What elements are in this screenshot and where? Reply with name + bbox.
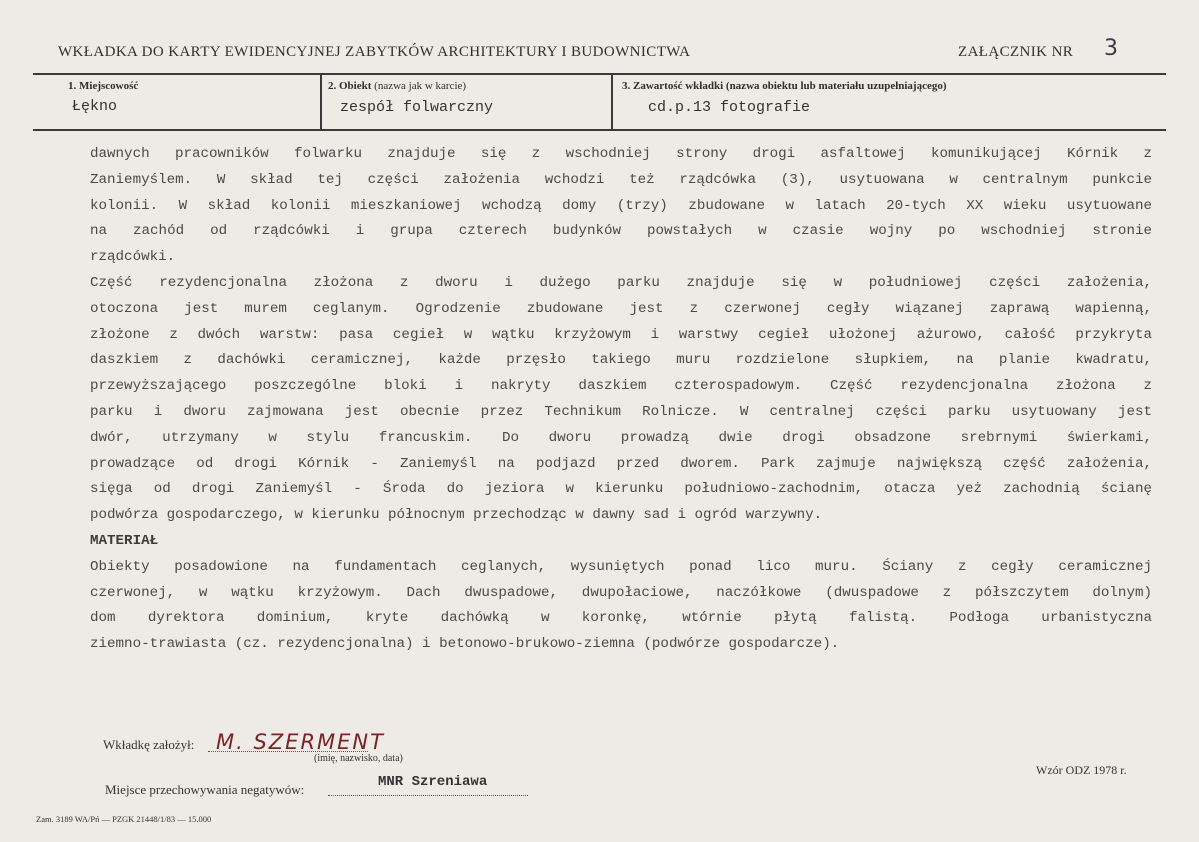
- field-divider-1: [320, 75, 322, 129]
- body-line: otoczona jest murem ceglanym. Ogrodzenie zbudowane jest z czerwonej cegły wiązanej zaprawą wapienną,: [90, 300, 1152, 317]
- handwritten-signature: M. SZERMENT: [216, 730, 385, 754]
- body-line: dawnych pracowników folwarku znajduje się z wschodniej strony drogi asfaltowej komunikującej Kórnik z: [90, 146, 1152, 162]
- field-divider-2: [611, 75, 613, 129]
- form-model-note: Wzór ODZ 1978 r.: [1036, 763, 1127, 777]
- body-line: czerwonej, w wątku krzyżowym. Dach dwuspadowe, dwupołaciowe, naczółkowe (dwuspadowe z półszczytem dolnym): [90, 584, 1152, 601]
- field-label-content: 3. Zawartość wkładki (nazwa obiektu lub materiału uzupełniającego): [622, 80, 947, 92]
- body-line: parku i dworu zajmowana jest obecnie przez Technikum Rolnicze. W centralnej części parku usytuowany jest: [90, 403, 1152, 420]
- body-line: na zachód od rządcówki i grupa czterech budynków powstałych w czasie wojny po wschodniej stronie: [90, 223, 1152, 240]
- field-label-locality: 1. Miejscowość: [68, 80, 139, 92]
- prepared-by-hint: (imię, nazwisko, data): [314, 753, 403, 764]
- document-body: [90, 142, 1152, 658]
- body-line: sięga od drogi Zaniemyśl - Środa do jeziora w kierunku południowo-zachodnim, otacza yeż zachodnią ścianę: [90, 481, 1152, 498]
- prepared-by-label: Wkładkę założył:: [103, 737, 195, 752]
- body-line: przewyższającego poszczególne bloki i nakryty daszkiem czterospadowym. Część rezydencjonalna złożona z: [90, 378, 1152, 395]
- body-line: Obiekty posadowione na fundamentach ceglanych, wysuniętych ponad lico muru. Ściany z cegły ceramicznej: [90, 558, 1152, 575]
- negatives-location-value: MNR Szreniawa: [378, 774, 488, 790]
- body-line: złożone z dwóch warstw: pasa cegieł w wątku krzyżowym i warstwy cegieł ułożonej ażurowo, całość przykryta: [90, 326, 1152, 343]
- attachment-label: ZAŁĄCZNIK NR: [958, 44, 1074, 60]
- body-line: rządcówki.: [90, 249, 176, 266]
- print-info: Zam. 3189 WA/Pń — PZGK 21448/1/83 — 15.000: [36, 814, 212, 824]
- body-line: prowadzące od drogi Kórnik - Zaniemyśl na podjazd przed dworem. Park zajmuje największą część założenia,: [90, 455, 1152, 472]
- field-table-top-border: [33, 73, 1166, 75]
- form-title: WKŁADKA DO KARTY EWIDENCYJNEJ ZABYTKÓW ARCHITEKTURY I BUDOWNICTWA: [58, 44, 691, 60]
- body-line: dom dyrektora dominium, kryte dachówką w koronkę, wtórnie płytą falistą. Podłoga urbanistyczna: [90, 610, 1152, 627]
- body-line: daszkiem z dachówki ceramicznej, każde przęsło takiego muru rozdzielone słupkiem, na planie kwadratu,: [90, 352, 1152, 369]
- field-table-bottom-border: [33, 129, 1166, 131]
- negatives-location-label: Miejsce przechowywania negatywów:: [105, 782, 305, 797]
- body-line: Część rezydencjonalna złożona z dworu i dużego parku znajduje się w południowej części założenia,: [90, 274, 1152, 291]
- field-label-object: 2. Obiekt (nazwa jak w karcie): [328, 80, 467, 92]
- body-line: podwórza gospodarczego, w kierunku północnym przechodząc w dawny sad i ogród warzywny.: [90, 507, 823, 524]
- field-value-object: zespół folwarczny: [340, 99, 494, 116]
- negatives-dotted-line: [328, 795, 528, 796]
- body-line: ziemno-trawiasta (cz. rezydencjonalna) i betonowo-brukowo-ziemna (podwórze gospodarcze).: [90, 636, 840, 653]
- section-heading-material: MATERIAŁ: [90, 532, 159, 549]
- attachment-number: 3: [1104, 36, 1118, 61]
- body-line: Zaniemyślem. W skład tej części założenia wchodzi też rządcówka (3), usytuowana w centralnym punkcie: [90, 171, 1152, 188]
- body-line: dwór, utrzymany w stylu francuskim. Do dworu prowadzą dwie drogi obsadzone srebrnymi świerkami,: [90, 429, 1152, 446]
- field-value-locality: Łękno: [72, 98, 118, 115]
- field-value-content: cd.p.13 fotografie: [648, 99, 811, 116]
- body-line: kolonii. W skład kolonii mieszkaniowej wchodzą domy (trzy) zbudowane w latach 20-tych XX wieku usytuowane: [90, 197, 1152, 214]
